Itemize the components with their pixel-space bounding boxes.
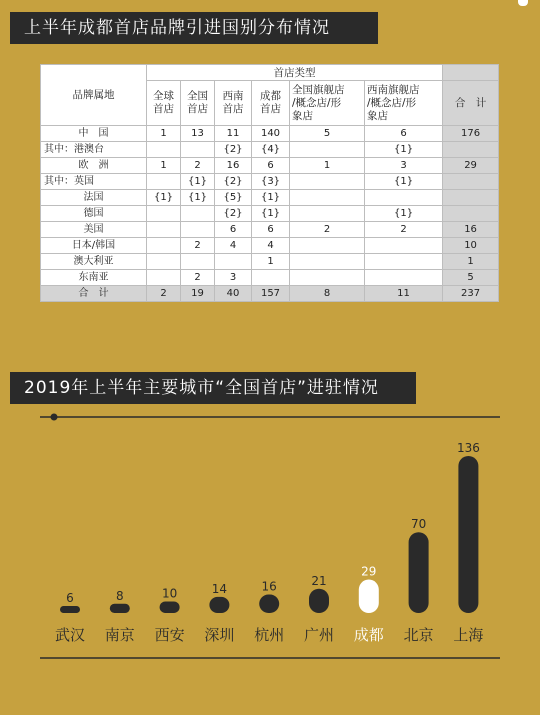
origin-cell: 德国 <box>41 206 147 222</box>
table-cell: 1 <box>290 158 365 174</box>
table-cell <box>443 174 499 190</box>
chart-title-banner: 2019年上半年主要城市“全国首店”进驻情况 <box>10 372 416 404</box>
origin-cell: 法国 <box>41 190 147 206</box>
table-cell <box>147 238 181 254</box>
table-cell <box>365 270 443 286</box>
column-header-5: 西南旗舰店 /概念店/形 象店 <box>365 81 443 126</box>
total-header-blank <box>443 65 499 81</box>
value-label: 6 <box>66 591 74 605</box>
table-cell <box>443 142 499 158</box>
table-cell: 1 <box>147 158 181 174</box>
table-cell: 4 <box>215 238 252 254</box>
table-cell <box>290 254 365 270</box>
value-label: 136 <box>456 441 480 455</box>
table-cell <box>147 222 181 238</box>
table-row <box>41 206 499 222</box>
table-cell: 2 <box>365 222 443 238</box>
table-cell: {2} <box>215 174 252 190</box>
column-header-2: 西南 首店 <box>215 81 252 126</box>
origin-cell: 美国 <box>41 222 147 238</box>
bar-杭州 <box>259 595 279 613</box>
table-cell: {1} <box>252 190 290 206</box>
value-label: 29 <box>361 564 377 579</box>
column-header-4: 全国旗舰店 /概念店/形 象店 <box>290 81 365 126</box>
table-cell: 2 <box>181 270 215 286</box>
table-cell <box>290 206 365 222</box>
group-header: 首店类型 <box>147 65 443 81</box>
table-cell: 29 <box>443 158 499 174</box>
origin-cell: 中 国 <box>41 126 147 142</box>
bar-南京 <box>110 604 130 613</box>
table-cell <box>290 190 365 206</box>
table-cell <box>147 142 181 158</box>
table-cell: 5 <box>443 270 499 286</box>
table-cell <box>147 254 181 270</box>
value-label: 14 <box>211 581 228 596</box>
table-cell: 3 <box>215 270 252 286</box>
table-cell: 157 <box>252 286 290 302</box>
table-cell: {1} <box>181 174 215 190</box>
bar-深圳 <box>209 597 229 613</box>
category-label: 广州 <box>303 626 335 644</box>
table-cell: 40 <box>215 286 252 302</box>
table-cell: 10 <box>443 238 499 254</box>
table-cell: {1} <box>147 190 181 206</box>
table-cell: {3} <box>252 174 290 190</box>
table-cell: 3 <box>365 158 443 174</box>
value-label: 21 <box>311 573 327 588</box>
origin-cell: 其中：英国 <box>41 174 147 190</box>
table-cell: {1} <box>365 142 443 158</box>
column-header-0: 全球 首店 <box>147 81 181 126</box>
table-row <box>41 222 499 238</box>
value-label: 10 <box>161 586 178 601</box>
table-cell: 1 <box>147 126 181 142</box>
table-cell: 6 <box>215 222 252 238</box>
table-cell: 140 <box>252 126 290 142</box>
table-cell: 176 <box>443 126 499 142</box>
column-header-1: 全国 首店 <box>181 81 215 126</box>
table-cell: 16 <box>215 158 252 174</box>
origin-cell: 日本/韩国 <box>41 238 147 254</box>
table-cell: {1} <box>252 206 290 222</box>
table-cell: 13 <box>181 126 215 142</box>
distribution-table <box>40 64 499 302</box>
table-cell: {5} <box>215 190 252 206</box>
table-cell: 2 <box>290 222 365 238</box>
category-label: 深圳 <box>204 626 235 644</box>
bar-北京 <box>409 532 429 613</box>
table-cell <box>290 142 365 158</box>
table-cell: 16 <box>443 222 499 238</box>
origin-cell: 欧 洲 <box>41 158 147 174</box>
table-cell <box>290 174 365 190</box>
origin-cell: 东南亚 <box>41 270 147 286</box>
table-cell <box>181 142 215 158</box>
category-label: 杭州 <box>254 626 285 644</box>
category-label: 上海 <box>453 626 484 644</box>
origin-cell: 澳大利亚 <box>41 254 147 270</box>
table-cell <box>365 190 443 206</box>
table-cell: 4 <box>252 238 290 254</box>
table-cell <box>215 254 252 270</box>
bar-武汉 <box>60 606 80 613</box>
table-row <box>41 174 499 190</box>
table-cell <box>181 254 215 270</box>
table-cell: {1} <box>365 174 443 190</box>
origin-cell: 其中：港澳台 <box>41 142 147 158</box>
table-cell: 237 <box>443 286 499 302</box>
column-header-6: 合 计 <box>443 81 499 126</box>
table-row <box>41 190 499 206</box>
table-cell <box>443 190 499 206</box>
table-cell <box>147 206 181 222</box>
table-cell: {1} <box>181 190 215 206</box>
table-cell: 11 <box>365 286 443 302</box>
category-label: 南京 <box>104 626 135 644</box>
table-cell <box>181 222 215 238</box>
bar-广州 <box>309 589 329 613</box>
category-label: 西安 <box>154 626 185 644</box>
table-row <box>41 254 499 270</box>
table-row <box>41 142 499 158</box>
table-cell: 6 <box>252 158 290 174</box>
table-cell <box>290 270 365 286</box>
table-cell: 2 <box>181 158 215 174</box>
value-label: 8 <box>115 588 124 603</box>
table-row <box>41 238 499 254</box>
value-label: 16 <box>261 579 277 594</box>
table-cell: 5 <box>290 126 365 142</box>
table-cell: 2 <box>181 238 215 254</box>
top-decoration <box>518 0 528 6</box>
category-label: 武汉 <box>54 626 86 644</box>
value-label: 70 <box>410 517 427 532</box>
origin-cell: 合 计 <box>41 286 147 302</box>
table-row <box>41 158 499 174</box>
table-cell: 8 <box>290 286 365 302</box>
axis-dot <box>51 414 58 421</box>
table-cell <box>365 238 443 254</box>
sum-row <box>41 286 499 302</box>
table-cell: 11 <box>215 126 252 142</box>
table-cell: {4} <box>252 142 290 158</box>
table-cell: 1 <box>252 254 290 270</box>
city-first-store-chart <box>0 400 540 715</box>
table-cell <box>443 206 499 222</box>
table-cell: {2} <box>215 142 252 158</box>
bar-成都 <box>359 580 379 613</box>
brand-origin-table <box>40 64 498 302</box>
category-label: 北京 <box>403 626 434 644</box>
origin-header: 品牌属地 <box>41 65 147 126</box>
bar-西安 <box>160 601 180 613</box>
category-label: 成都 <box>353 626 384 644</box>
column-header-3: 成都 首店 <box>252 81 290 126</box>
table-cell: 19 <box>181 286 215 302</box>
table-cell: 6 <box>252 222 290 238</box>
table-cell: {2} <box>215 206 252 222</box>
table-cell: 1 <box>443 254 499 270</box>
table-cell: 2 <box>147 286 181 302</box>
table-cell <box>290 238 365 254</box>
table-cell <box>365 254 443 270</box>
table-cell <box>181 206 215 222</box>
table-cell: 6 <box>365 126 443 142</box>
table-title-banner: 上半年成都首店品牌引进国别分布情况 <box>10 12 378 44</box>
table-cell: {1} <box>365 206 443 222</box>
table-cell <box>147 270 181 286</box>
table-row <box>41 126 499 142</box>
table-cell <box>147 174 181 190</box>
table-cell <box>252 270 290 286</box>
table-row <box>41 270 499 286</box>
bar-上海 <box>458 456 478 613</box>
